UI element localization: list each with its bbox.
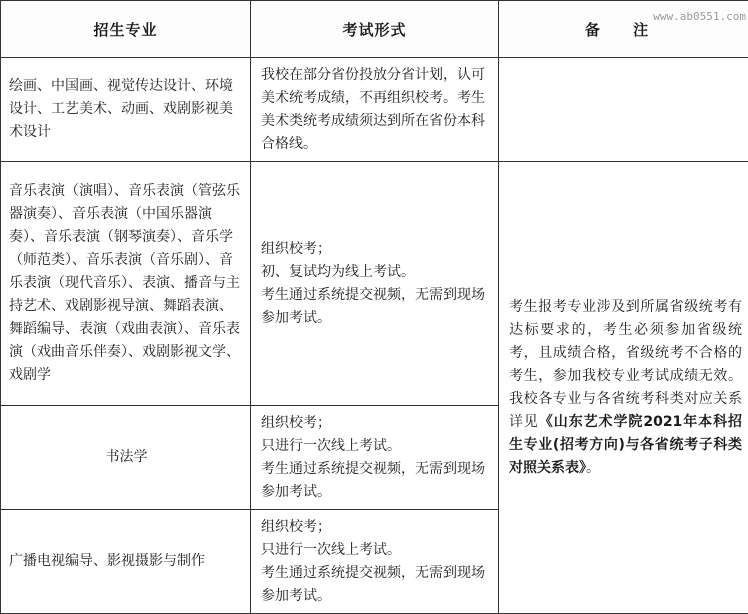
exam-text: 我校在部分省份投放分省计划，认可美术统考成绩，不再组织校考。考生美术类统考成绩须达到所在省份本科合格线。 <box>261 64 492 156</box>
table-row <box>1 162 748 406</box>
exam-line: 组织校考； <box>261 516 492 539</box>
header-row <box>1 1 748 58</box>
exam-cell <box>251 58 499 162</box>
header-major <box>1 1 251 58</box>
major-cell <box>1 58 251 162</box>
table-row <box>1 58 748 162</box>
remark-cell <box>499 162 748 614</box>
remark-cell-empty <box>499 58 748 162</box>
exam-line: 组织校考； <box>261 412 492 435</box>
exam-cell <box>251 406 499 510</box>
watermark-text: www.ab0551.com <box>653 10 746 23</box>
exam-line: 考生通过系统提交视频，无需到现场参加考试。 <box>261 284 492 330</box>
remark-text <box>509 296 742 480</box>
major-cell <box>1 406 251 510</box>
exam-line: 只进行一次线上考试。 <box>261 435 492 458</box>
remark-tail: 。 <box>586 460 600 476</box>
exam-line: 初、复试均为线上考试。 <box>261 261 492 284</box>
exam-cell <box>251 162 499 406</box>
header-exam <box>251 1 499 58</box>
header-major-label: 招生专业 <box>93 21 157 39</box>
major-text: 广播电视编导、影视摄影与制作 <box>9 553 205 569</box>
exam-cell <box>251 510 499 614</box>
exam-line: 考生通过系统提交视频，无需到现场参加考试。 <box>261 562 492 608</box>
major-text: 绘画、中国画、视觉传达设计、环境设计、工艺美术、动画、戏剧影视美术设计 <box>9 78 233 140</box>
header-remark-label: 备 注 <box>585 21 662 39</box>
remark-body: 考生报考专业涉及到所属省级统考有达标要求的，考生必须参加省级统考，且成绩合格，省级统考不合格的考生，参加我校专业考试成绩无效。我校各专业与各省统考科类对应关系详见 <box>509 299 742 430</box>
major-cell <box>1 510 251 614</box>
major-text: 书法学 <box>106 449 148 465</box>
header-exam-label: 考试形式 <box>342 21 406 39</box>
remark-reference-title: 《山东艺术学院2021年本科招生专业(招考方向)与各省统考子科类对照关系表》 <box>509 414 742 476</box>
exam-line: 组织校考； <box>261 238 492 261</box>
exam-line: 只进行一次线上考试。 <box>261 539 492 562</box>
exam-line: 考生通过系统提交视频，无需到现场参加考试。 <box>261 458 492 504</box>
major-text: 音乐表演（演唱）、音乐表演（管弦乐器演奏）、音乐表演（中国乐器演奏）、音乐表演（钢琴演奏）、音乐学（师范类）、音乐表演（音乐剧）、音乐表演（现代音乐）、表演、播音与主持艺术、戏剧影视导演、舞蹈表演、舞蹈编导、表演（戏曲表演）、音乐表演（戏曲音乐伴奏）、戏剧影视文学、戏剧学 <box>9 183 240 383</box>
major-cell <box>1 162 251 406</box>
